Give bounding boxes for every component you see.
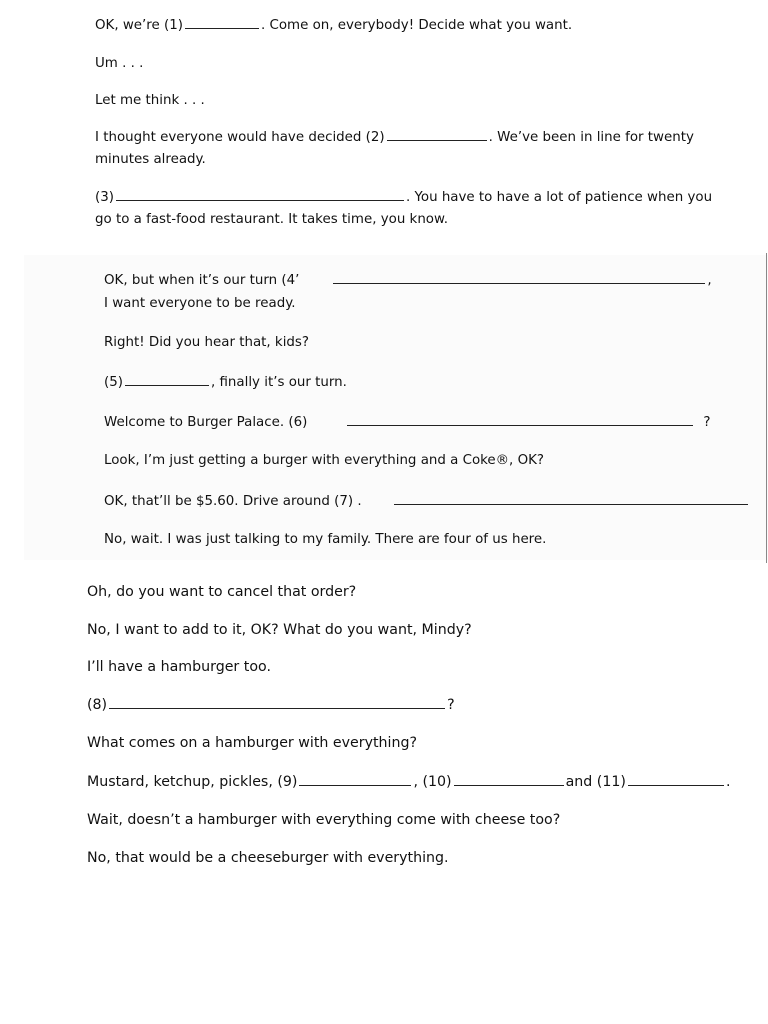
text-segment: . We’ve been in line for twenty	[488, 130, 694, 145]
text-segment: , finally it’s our turn.	[210, 375, 347, 390]
dialogue-text: No, I want to add to it, OK? What do you want, Mindy?	[87, 622, 472, 638]
dialogue-text	[104, 413, 710, 432]
text-segment: . You have to have a lot of patience when you	[405, 190, 713, 205]
text-segment: (3)	[95, 190, 114, 205]
text-segment: (8)	[87, 697, 108, 713]
text-segment: ,	[707, 273, 712, 288]
dialogue-text	[95, 128, 694, 147]
dialogue-text: No, that would be a cheeseburger with everything.	[87, 850, 449, 866]
answer-blank-11[interactable]	[628, 773, 724, 786]
answer-blank-8[interactable]	[109, 696, 445, 709]
text-segment: Mustard, ketchup, pickles, (9)	[87, 774, 298, 790]
text-segment: .	[725, 774, 731, 790]
answer-blank-2[interactable]	[387, 128, 487, 141]
dialogue-text: Let me think . . .	[95, 93, 205, 108]
dialogue-text: minutes already.	[95, 152, 206, 167]
dialogue-text: What comes on a hamburger with everything?	[87, 735, 417, 751]
scan-edge-line	[766, 253, 767, 563]
dialogue-text	[87, 773, 730, 791]
text-segment: and (11)	[565, 774, 626, 790]
answer-blank-4[interactable]	[333, 271, 705, 284]
answer-blank-6[interactable]	[347, 413, 693, 426]
dialogue-text	[95, 16, 572, 35]
text-segment: OK, we’re (1)	[95, 18, 183, 33]
text-segment: I thought everyone would have decided (2)	[95, 130, 385, 145]
text-segment: ?	[447, 697, 455, 713]
answer-blank-1[interactable]	[185, 16, 259, 29]
answer-blank-9[interactable]	[299, 773, 411, 786]
dialogue-text: Look, I’m just getting a burger with everything and a Coke®, OK?	[104, 453, 544, 468]
dialogue-text: go to a fast-food restaurant. It takes time, you know.	[95, 212, 448, 227]
text-segment: . Come on, everybody! Decide what you want.	[260, 18, 573, 33]
answer-blank-10[interactable]	[454, 773, 564, 786]
dialogue-text: Right! Did you hear that, kids?	[104, 335, 309, 350]
text-segment: Welcome to Burger Palace. (6)	[104, 415, 308, 430]
answer-blank-5[interactable]	[125, 373, 209, 386]
text-segment: ?	[703, 415, 711, 430]
text-segment: (5)	[104, 375, 123, 390]
text-segment: , (10)	[413, 774, 452, 790]
dialogue-text: No, wait. I was just talking to my family. There are four of us here.	[104, 532, 547, 547]
answer-blank-3[interactable]	[116, 188, 404, 201]
dialogue-text	[95, 188, 712, 207]
dialogue-text: I want everyone to be ready.	[104, 296, 296, 311]
dialogue-text	[104, 373, 347, 392]
text-segment: OK, that’ll be $5.60. Drive around (7) .	[104, 494, 362, 509]
dialogue-text: Wait, doesn’t a hamburger with everything come with cheese too?	[87, 812, 561, 828]
text-segment: OK, but when it’s our turn (4’	[104, 273, 300, 288]
dialogue-text: Um . . .	[95, 56, 144, 71]
dialogue-text: Oh, do you want to cancel that order?	[87, 584, 357, 600]
dialogue-text	[104, 271, 712, 290]
answer-blank-7[interactable]	[394, 492, 748, 505]
dialogue-text: I’ll have a hamburger too.	[87, 659, 271, 675]
dialogue-text	[104, 492, 750, 511]
dialogue-text	[87, 696, 455, 714]
